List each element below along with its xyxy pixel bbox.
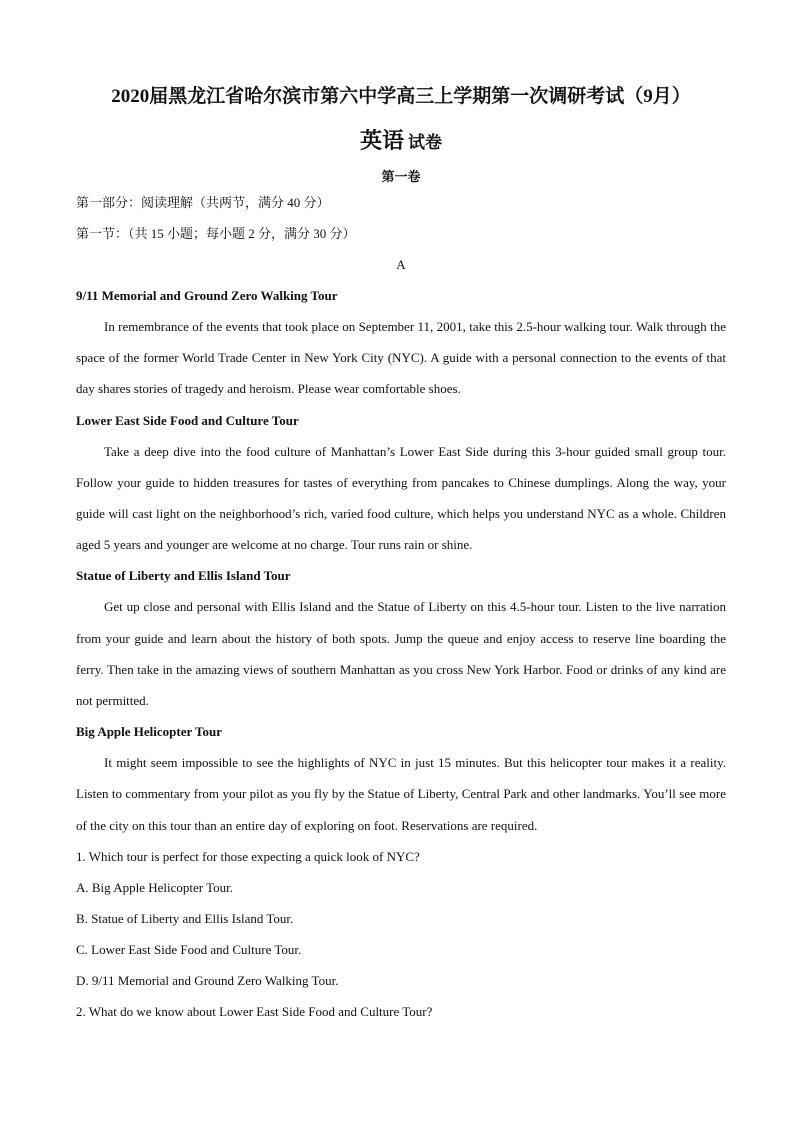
paper-label: 试卷 (408, 133, 442, 152)
tour-body-memorial: In remembrance of the events that took place on September 11, 2001, take this 2.5-hour walking tour. Walk through the space of the former World Trade Center in New York City (NYC). A guide with a personal connection to the events of that day shares stories of tragedy and heroism. Please wear comfortable shoes. (76, 319, 726, 397)
section-instruction: 第一节：（共 15 小题；每小题 2 分，满分 30 分） (76, 226, 356, 241)
tour-heading-food: Lower East Side Food and Culture Tour (76, 412, 299, 428)
question-1-option-a: A. Big Apple Helicopter Tour. (76, 879, 233, 895)
tour-heading-helicopter: Big Apple Helicopter Tour (76, 724, 223, 740)
question-1-option-b: B. Statue of Liberty and Ellis Island Tour. (76, 910, 294, 926)
tour-heading-liberty: Statue of Liberty and Ellis Island Tour (76, 568, 291, 584)
tour-body-helicopter: It might seem impossible to see the highlights of NYC in just 15 minutes. But this helicopter tour makes it a reality. Listen to commentary from your pilot as you fly by the Statue of Liberty, Central Park and other landmarks. You’ll see more of the city on this tour than an entire day of exploring on foot. Reservations are required. (76, 755, 726, 833)
question-1: 1. Which tour is perfect for those expecting a quick look of NYC? (76, 848, 420, 864)
subject-line (76, 126, 726, 159)
tour-heading-memorial: 9/11 Memorial and Ground Zero Walking Tour (76, 288, 338, 303)
question-1-option-d: D. 9/11 Memorial and Ground Zero Walking Tour. (76, 972, 339, 988)
passage-label: A (396, 257, 406, 272)
volume-label: 第一卷 (381, 169, 421, 184)
subject-name: 英语 (359, 128, 404, 153)
tour-body-food: Take a deep dive into the food culture of Manhattan’s Lower East Side during this 3-hour guided small group tour. Follow your guide to hidden treasures for tastes of everything from pancakes to Chinese dumplings. Along the way, your guide will cast light on the neighborhood’s rich, varied food culture, which helps you understand NYC as a whole. Children aged 5 years and younger are welcome at no charge. Tour runs rain or shine. (76, 443, 726, 553)
exam-title: 2020届黑龙江省哈尔滨市第六中学高三上学期第一次调研考试（9月） (111, 86, 691, 107)
part-instruction: 第一部分：阅读理解（共两节，满分 40 分） (76, 195, 330, 210)
exam-page (76, 84, 726, 1027)
question-1-option-c: C. Lower East Side Food and Culture Tour. (76, 941, 302, 957)
question-2: 2. What do we know about Lower East Side Food and Culture Tour? (76, 1003, 433, 1019)
tour-body-liberty: Get up close and personal with Ellis Island and the Statue of Liberty on this 4.5-hour tour. Listen to the live narration from your guide and learn about the history of both spots. Jump the queue and enjoy access to reserve line boarding the ferry. Then take in the amazing views of southern Manhattan as you cross New York Harbor. Food or drinks of any kind are not permitted. (76, 599, 726, 709)
